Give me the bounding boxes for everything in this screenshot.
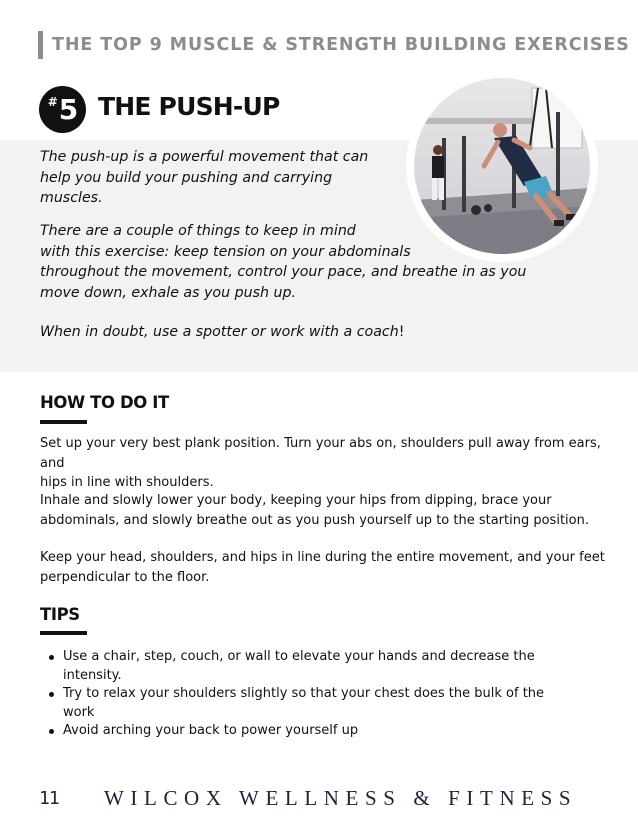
tip-line: Try to relax your shoulders slightly so that your chest does the bulk of the work [63,686,545,720]
tip-item [48,722,568,741]
intro-paragraph-2 [40,221,526,303]
body-line: abdominals, and slowly breathe out as you push yourself up to the starting position. [40,512,589,528]
how-to-paragraph-1 [40,434,610,493]
how-to-paragraph-3 [40,548,610,587]
page-number: 11 [39,788,59,809]
tip-line: Use a chair, step, couch, or wall to elevate your hands and decrease the [63,649,535,664]
header-title: THE TOP 9 MUSCLE & STRENGTH BUILDING EXERCISES [52,35,630,55]
intro-line [40,322,404,343]
tip-line: Avoid arching your back to power yourself up [63,723,359,738]
page-header [38,31,630,59]
how-to-underline [40,420,87,424]
tip-line: intensity. [63,667,122,683]
tip-item [48,685,568,722]
body-line: Keep your head, shoulders, and hips in line during the entire movement, and your feet [40,550,605,565]
badge-hash: # [47,95,58,109]
intro-line: throughout the movement, control your pace, and breathe in as you [40,264,527,280]
header-accent-bar [38,31,43,59]
how-to-heading: HOW TO DO IT [40,393,169,412]
intro-paragraph-3 [40,322,404,343]
intro-line: move down, exhale as you push up. [40,284,296,301]
intro-line: The push-up is a powerful movement that can [40,149,369,165]
badge-number: 5 [58,93,78,126]
body-line: perpendicular to the floor. [40,569,210,585]
how-to-paragraph-2 [40,491,610,530]
tips-list [48,648,568,741]
tips-heading: TIPS [40,605,80,624]
tips-underline [40,631,87,635]
intro-coach-text: When in doubt, use a spotter or work with a coach [40,324,399,340]
exercise-number-badge [39,86,86,133]
intro-paragraph-1 [40,147,368,209]
body-line: Inhale and slowly lower your body, keeping your hips from dipping, brace your [40,493,552,508]
intro-line: help you build your pushing and carrying [40,169,333,186]
body-line: hips in line with shoulders. [40,475,214,490]
exercise-title: THE PUSH-UP [98,92,280,121]
intro-line: with this exercise: keep tension on your abdominals [40,243,411,260]
intro-line: muscles. [40,190,103,206]
intro-line: There are a couple of things to keep in mind [40,223,356,239]
body-line: Set up your very best plank position. Turn your abs on, shoulders pull away from ears, and [40,436,601,471]
tip-item [48,648,568,685]
footer-brand: WILCOX WELLNESS & FITNESS [104,786,578,810]
intro-exclamation: ! [398,324,405,340]
